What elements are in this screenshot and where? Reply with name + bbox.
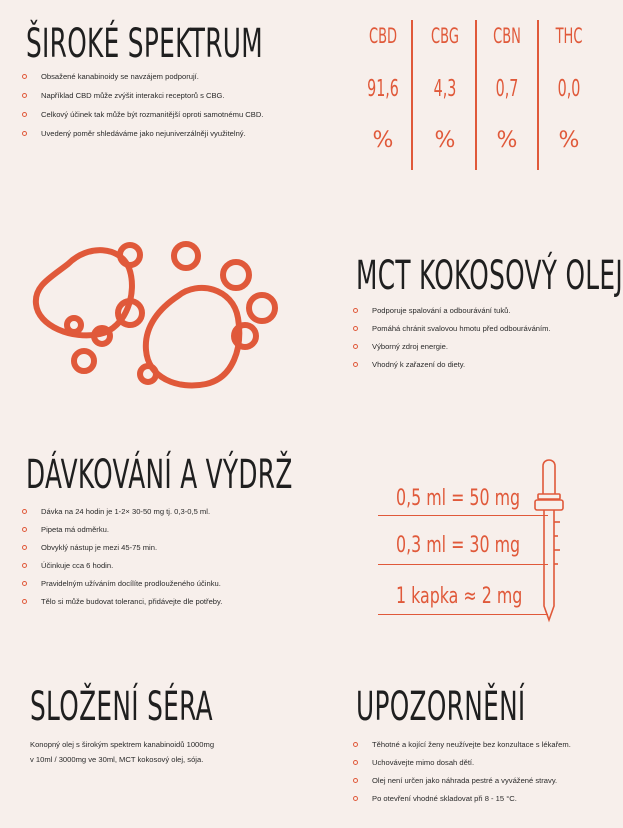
list-item: Celkový účinek tak může být rozmanitější oproti samotnému CBD. [22,110,263,119]
list-item: Pomáhá chránit svalovou hmotu před odbouráváním. [353,324,551,333]
warning-list [353,740,571,803]
cannabinoid-value: 4,3 [433,76,457,102]
list-item: Pravidelným užíváním docílíte prodlouženého účinku. [22,579,222,588]
list-item: Pipeta má odměrku. [22,525,222,534]
dosage-list [22,507,222,606]
column-divider [411,20,413,170]
droplet [120,245,140,265]
cannabinoid-unit: % [496,128,518,153]
broad-spectrum-title: ŠIROKÉ SPEKTRUM [26,21,263,67]
dose-line [378,564,548,565]
list-item: Olej není určen jako náhrada pestré a vyvážené stravy. [353,776,571,785]
droplet [36,250,132,335]
list-item: Podporuje spalování a odbourávání tuků. [353,306,551,315]
cannabinoid-name: THC [555,24,583,48]
cannabinoid-value: 0,0 [557,76,581,102]
droplet [140,366,156,382]
list-item: Například CBD může zvýšit interakci receptorů s CBG. [22,91,263,100]
list-item: Obvyklý nástup je mezi 45-75 min. [22,543,222,552]
warning-title: UPOZORNĚNÍ [356,684,526,730]
dose-line [378,614,548,615]
cannabinoid-unit: % [558,128,580,153]
cannabinoid-value: 91,6 [367,76,399,102]
list-item: Tělo si může budovat toleranci, přidávejte dle potřeby. [22,597,222,606]
droplet [174,244,198,268]
dosage-title: DÁVKOVÁNÍ A VÝDRŽ [26,452,293,498]
list-item: Účinkuje cca 6 hodin. [22,561,222,570]
droplet [74,351,94,371]
list-item: Výborný zdroj energie. [353,342,551,351]
list-item: Uchovávejte mimo dosah dětí. [353,758,571,767]
list-item: Těhotné a kojící ženy neužívejte bez konzultace s lékařem. [353,740,571,749]
list-item: Vhodný k zařazení do diety. [353,360,551,369]
cannabinoid-column-thc [538,20,600,170]
list-item: Dávka na 24 hodin je 1-2× 30-50 mg tj. 0,3-0,5 ml. [22,507,222,516]
cannabinoid-column-cbn [476,20,538,170]
cannabinoid-table [352,20,602,170]
cannabinoid-unit: % [434,128,456,153]
list-item: Obsažené kanabinoidy se navzájem podporují. [22,72,263,81]
dose-measure-2: 0,3 ml = 30 mg [396,533,521,558]
cannabinoid-column-cbd [352,20,414,170]
dose-measure-1: 0,5 ml = 50 mg [396,486,521,511]
oil-droplets-illustration [28,238,283,398]
droplet [67,318,81,332]
dose-measure-3: 1 kapka ≈ 2 mg [396,584,523,609]
cannabinoid-name: CBN [493,24,521,48]
cannabinoid-name: CBG [431,24,459,48]
dose-line [378,515,548,516]
cannabinoid-name: CBD [368,24,398,48]
cannabinoid-value: 0,7 [495,76,519,102]
composition-title: SLOŽENÍ SÉRA [30,684,213,730]
pipette-icon [524,456,574,626]
droplet [146,288,239,386]
cannabinoid-unit: % [372,128,394,153]
list-item: Po otevření vhodné skladovat při 8 - 15 °C. [353,794,571,803]
mct-title: MCT KOKOSOVÝ OLEJ [356,253,623,299]
broad-spectrum-list [22,72,263,138]
list-item: Uvedený poměr shledáváme jako nejuniverzálněji využitelný. [22,129,263,138]
droplet [223,262,249,288]
composition-line-1: Konopný olej s širokým spektrem kanabinoidů 1000mg [30,740,215,749]
droplet [249,295,275,321]
composition-line-2: v 10ml / 3000mg ve 30ml, MCT kokosový olej, sója. [30,755,204,764]
mct-list [353,306,551,369]
cannabinoid-column-cbg [414,20,476,170]
